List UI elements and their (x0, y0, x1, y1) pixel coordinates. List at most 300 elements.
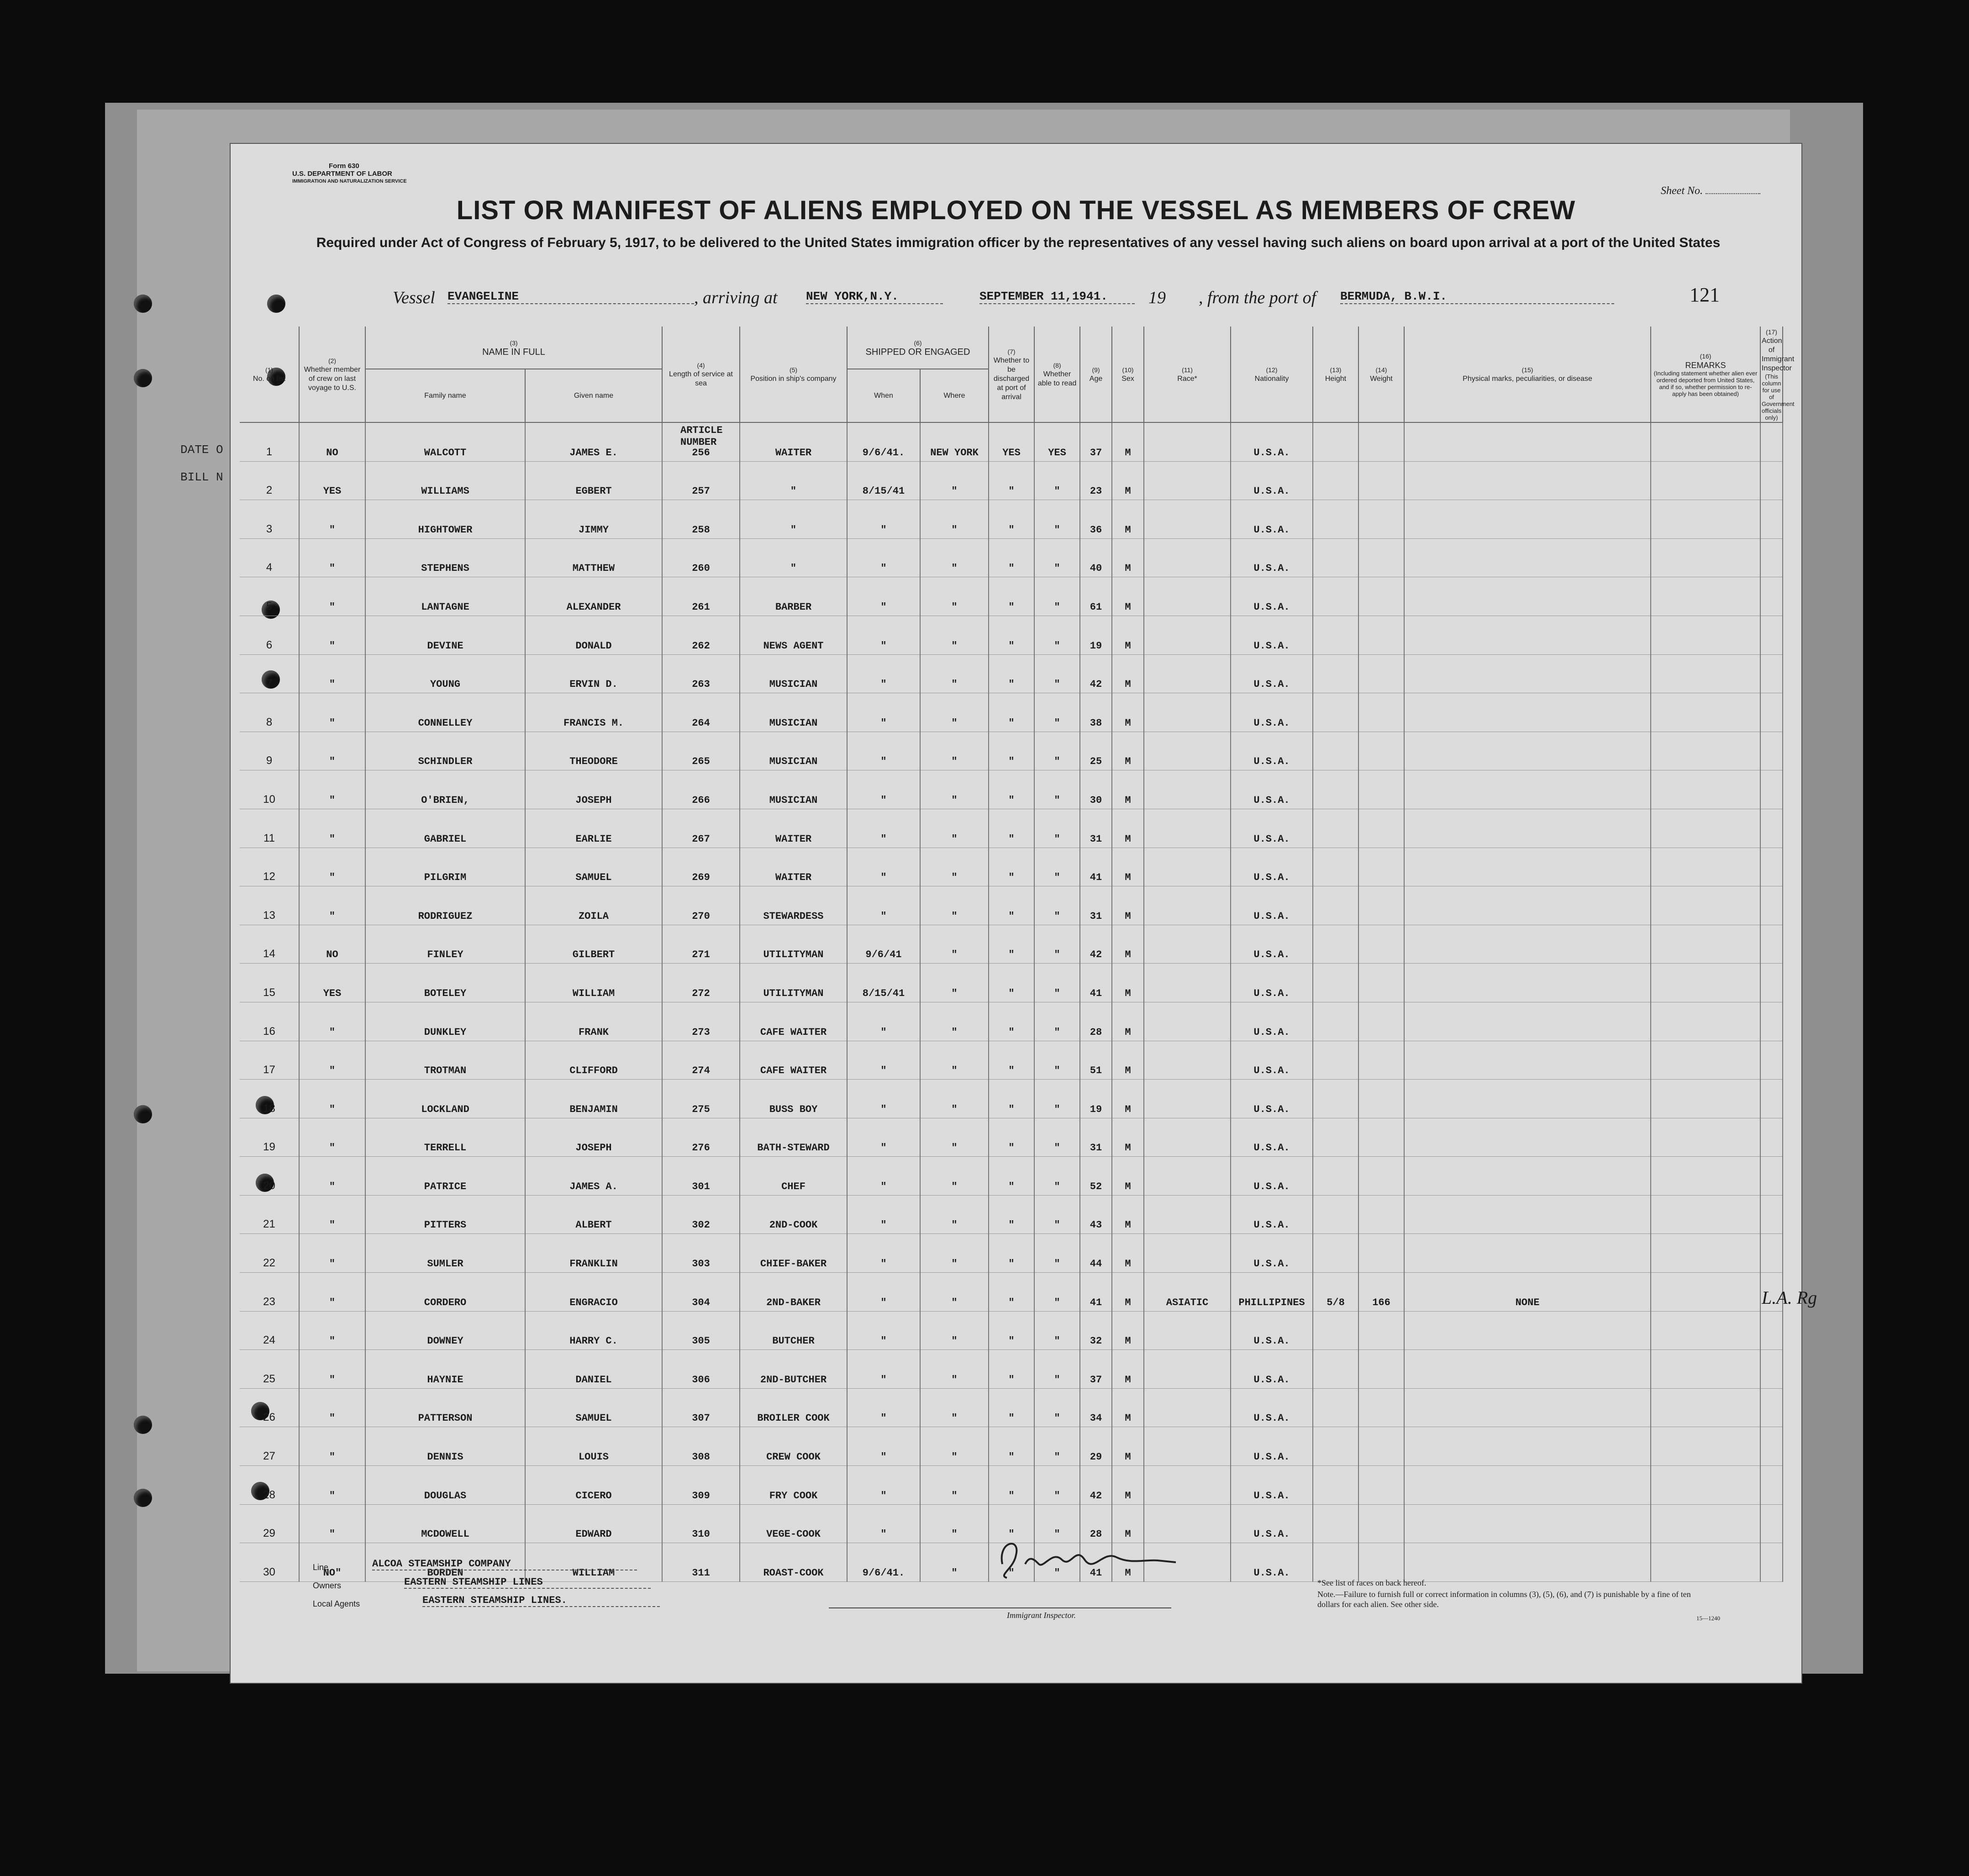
header-label: Nationality (1254, 374, 1289, 383)
position-cell: MUSICIAN (740, 654, 847, 693)
previous-voyage-cell: " (299, 1234, 365, 1273)
discharged-cell: " (989, 1504, 1034, 1543)
physical-marks-cell (1404, 732, 1651, 770)
physical-marks-cell (1404, 964, 1651, 1002)
table-row (240, 886, 1783, 925)
row-number-cell: 21 (240, 1195, 299, 1234)
service-length-cell: 257 (662, 461, 740, 500)
service-length-cell: 261 (662, 577, 740, 616)
remarks-cell (1651, 1195, 1760, 1234)
inspector-action-cell (1760, 1427, 1783, 1466)
header-label: Whether able to read (1037, 370, 1077, 387)
sex-cell: M (1112, 1504, 1144, 1543)
nationality-cell: U.S.A. (1231, 1080, 1313, 1118)
height-cell (1313, 1388, 1358, 1427)
age-cell: 41 (1080, 1543, 1112, 1582)
race-cell (1144, 964, 1231, 1002)
position-cell: " (740, 538, 847, 577)
row-number-cell: 23 (240, 1273, 299, 1312)
remarks-cell (1651, 1311, 1760, 1350)
header-physical-marks (1404, 327, 1651, 422)
position-cell: CAFE WAITER (740, 1041, 847, 1080)
shipped-when-cell: " (847, 1234, 920, 1273)
given-name-cell: EDWARD (525, 1504, 662, 1543)
given-name-cell: ERVIN D. (525, 654, 662, 693)
sex-cell: M (1112, 538, 1144, 577)
given-name-cell: JAMES E. (525, 422, 662, 461)
previous-voyage-cell: " (299, 1504, 365, 1543)
remarks-cell (1651, 1504, 1760, 1543)
discharged-cell: " (989, 809, 1034, 848)
table-row (240, 809, 1783, 848)
race-cell (1144, 1041, 1231, 1080)
shipped-where-cell: " (920, 1118, 989, 1157)
able-to-read-cell: " (1034, 848, 1080, 886)
height-cell: 5/8 (1313, 1273, 1358, 1312)
height-cell (1313, 886, 1358, 925)
discharged-cell: " (989, 461, 1034, 500)
weight-cell (1358, 964, 1404, 1002)
shipped-where-cell: " (920, 809, 989, 848)
previous-voyage-cell: " (299, 1350, 365, 1389)
remarks-cell (1651, 654, 1760, 693)
age-cell: 30 (1080, 770, 1112, 809)
age-cell: 37 (1080, 1350, 1112, 1389)
inspector-action-cell (1760, 1118, 1783, 1157)
race-cell (1144, 654, 1231, 693)
article-number-label: ARTICLE NUMBER (680, 425, 723, 448)
position-cell: NEWS AGENT (740, 616, 847, 654)
inspector-action-cell (1760, 1195, 1783, 1234)
sex-cell: M (1112, 1195, 1144, 1234)
remarks-cell (1651, 732, 1760, 770)
race-cell (1144, 1080, 1231, 1118)
remarks-cell (1651, 1466, 1760, 1505)
previous-voyage-cell: " (299, 500, 365, 539)
physical-marks-cell (1404, 538, 1651, 577)
family-name-cell: FINLEY (365, 925, 525, 964)
physical-marks-cell (1404, 1195, 1651, 1234)
header-when: When (847, 369, 920, 422)
position-cell: BROILER COOK (740, 1388, 847, 1427)
nationality-cell: U.S.A. (1231, 616, 1313, 654)
row-number-cell: 17 (240, 1041, 299, 1080)
shipped-where-cell: " (920, 1350, 989, 1389)
family-name-cell: CORDERO (365, 1273, 525, 1312)
race-cell (1144, 577, 1231, 616)
position-cell: CAFE WAITER (740, 1002, 847, 1041)
family-name-cell: STEPHENS (365, 538, 525, 577)
able-to-read-cell: " (1034, 886, 1080, 925)
service: IMMIGRATION AND NATURALIZATION SERVICE (292, 179, 407, 184)
given-name-cell: CLIFFORD (525, 1041, 662, 1080)
header-no (240, 327, 299, 422)
able-to-read-cell: " (1034, 1350, 1080, 1389)
race-cell (1144, 770, 1231, 809)
previous-voyage-cell: " (299, 1080, 365, 1118)
given-name-cell: JOSEPH (525, 770, 662, 809)
inspector-action-cell (1760, 1080, 1783, 1118)
sex-cell: M (1112, 654, 1144, 693)
colnum: (10) (1122, 366, 1134, 374)
inspector-action-cell (1760, 1041, 1783, 1080)
able-to-read-cell: " (1034, 693, 1080, 732)
header-given-name: Given name (525, 369, 662, 422)
age-cell: 29 (1080, 1427, 1112, 1466)
remarks-cell (1651, 1080, 1760, 1118)
age-cell: 19 (1080, 616, 1112, 654)
position-cell: BUTCHER (740, 1311, 847, 1350)
header-read (1034, 327, 1080, 422)
row-number-cell: 8 (240, 693, 299, 732)
header-label: Race* (1177, 374, 1197, 383)
given-name-cell: ALBERT (525, 1195, 662, 1234)
shipped-where-cell: " (920, 1543, 989, 1582)
service-length-cell: 306 (662, 1350, 740, 1389)
weight-cell (1358, 500, 1404, 539)
footer-note: Note.—Failure to furnish full or correct information in columns (3), (5), (6), and (7) is punishable by a fine of ten dollars for each alien. See other side. (1317, 1590, 1691, 1609)
family-name-cell: GABRIEL (365, 809, 525, 848)
header-label: REMARKS (1685, 360, 1726, 370)
row-number-cell: 1 (240, 422, 299, 461)
service-length-cell: 262 (662, 616, 740, 654)
nationality-cell: U.S.A. (1231, 693, 1313, 732)
previous-voyage-cell: " (299, 577, 365, 616)
vessel-line (231, 288, 1801, 315)
able-to-read-cell: " (1034, 1466, 1080, 1505)
height-cell (1313, 1118, 1358, 1157)
header-previous-voyage (299, 327, 365, 422)
weight-cell (1358, 1002, 1404, 1041)
shipped-when-cell: " (847, 616, 920, 654)
service-length-cell: 272 (662, 964, 740, 1002)
height-cell (1313, 1041, 1358, 1080)
discharged-cell: " (989, 1080, 1034, 1118)
service-length-cell: 275 (662, 1080, 740, 1118)
family-name-cell: SUMLER (365, 1234, 525, 1273)
race-note: *See list of races on back hereof. (1317, 1578, 1427, 1587)
given-name-cell: SAMUEL (525, 848, 662, 886)
height-cell (1313, 732, 1358, 770)
able-to-read-cell: " (1034, 770, 1080, 809)
shipped-where-cell: " (920, 1388, 989, 1427)
age-cell: 42 (1080, 654, 1112, 693)
inspector-action-cell (1760, 770, 1783, 809)
position-cell: MUSICIAN (740, 693, 847, 732)
shipped-where-cell: " (920, 1234, 989, 1273)
remarks-cell (1651, 770, 1760, 809)
nationality-cell: U.S.A. (1231, 848, 1313, 886)
race-cell (1144, 500, 1231, 539)
race-cell (1144, 886, 1231, 925)
service-length-cell: 307 (662, 1388, 740, 1427)
given-name-cell: CICERO (525, 1466, 662, 1505)
table-row (240, 461, 1783, 500)
row-number-cell: 25 (240, 1350, 299, 1389)
sex-cell: M (1112, 1234, 1144, 1273)
service-length-cell: 265 (662, 732, 740, 770)
height-cell (1313, 616, 1358, 654)
able-to-read-cell: " (1034, 1427, 1080, 1466)
previous-voyage-cell: " (299, 1273, 365, 1312)
inspector-line (829, 1607, 1171, 1608)
nationality-cell: U.S.A. (1231, 925, 1313, 964)
age-cell: 23 (1080, 461, 1112, 500)
service-length-cell: 266 (662, 770, 740, 809)
age-cell: 51 (1080, 1041, 1112, 1080)
previous-voyage-cell: " (299, 886, 365, 925)
shipped-where-cell: " (920, 1427, 989, 1466)
manifest-rows (240, 422, 1817, 1581)
given-name-cell: ENGRACIO (525, 1273, 662, 1312)
line-label: Line (313, 1563, 329, 1572)
agents-value: EASTERN STEAMSHIP LINES. (422, 1595, 660, 1607)
shipped-where-cell: " (920, 1311, 989, 1350)
shipped-where-cell: " (920, 500, 989, 539)
row-number-cell: 12 (240, 848, 299, 886)
row-number-cell: 10 (240, 770, 299, 809)
header-label: Age (1089, 374, 1103, 383)
header-weight (1358, 327, 1404, 422)
table-row (240, 1118, 1783, 1157)
discharged-cell: " (989, 1041, 1034, 1080)
physical-marks-cell (1404, 1234, 1651, 1273)
nationality-cell: U.S.A. (1231, 1157, 1313, 1196)
nationality-cell: U.S.A. (1231, 1234, 1313, 1273)
position-cell: MUSICIAN (740, 770, 847, 809)
service-length-cell: 308 (662, 1427, 740, 1466)
remarks-cell (1651, 964, 1760, 1002)
given-name-cell: SAMUEL (525, 1388, 662, 1427)
colnum: (15) (1522, 366, 1533, 374)
previous-voyage-cell: " (299, 538, 365, 577)
race-cell (1144, 848, 1231, 886)
sex-cell: M (1112, 1118, 1144, 1157)
remarks-cell (1651, 1002, 1760, 1041)
shipped-where-cell: " (920, 577, 989, 616)
header-where: Where (920, 369, 989, 422)
colnum: (5) (789, 366, 798, 374)
colnum: (11) (1182, 366, 1193, 374)
age-cell: 28 (1080, 1504, 1112, 1543)
header-action (1760, 327, 1795, 422)
physical-marks-cell (1404, 1504, 1651, 1543)
nationality-cell: U.S.A. (1231, 1350, 1313, 1389)
previous-voyage-cell: " (299, 1118, 365, 1157)
service-length-cell: 310 (662, 1504, 740, 1543)
service-length-cell: 264 (662, 693, 740, 732)
given-name-cell: JOSEPH (525, 1118, 662, 1157)
shipped-when-cell: " (847, 693, 920, 732)
page-number: 121 (1690, 284, 1720, 306)
service-length-cell: 274 (662, 1041, 740, 1080)
inspector-action-cell (1760, 1388, 1783, 1427)
position-cell: ROAST-COOK (740, 1543, 847, 1582)
previous-voyage-cell: " (299, 1041, 365, 1080)
remarks-cell (1651, 538, 1760, 577)
family-name-cell: BOTELEY (365, 964, 525, 1002)
remarks-cell (1651, 1041, 1760, 1080)
remarks-cell (1651, 500, 1760, 539)
race-cell (1144, 1195, 1231, 1234)
row-number-cell: 5 (240, 577, 299, 616)
given-name-cell: ALEXANDER (525, 577, 662, 616)
sex-cell: M (1112, 461, 1144, 500)
sex-cell: M (1112, 1311, 1144, 1350)
previous-voyage-cell: " (299, 1466, 365, 1505)
able-to-read-cell: " (1034, 1080, 1080, 1118)
physical-marks-cell (1404, 1350, 1651, 1389)
weight-cell (1358, 422, 1404, 461)
able-to-read-cell: " (1034, 1388, 1080, 1427)
inspector-action-cell (1760, 964, 1783, 1002)
row-number-cell: 18 (240, 1080, 299, 1118)
given-name-cell: FRANK (525, 1002, 662, 1041)
nationality-cell: U.S.A. (1231, 1504, 1313, 1543)
discharged-cell: " (989, 693, 1034, 732)
shipped-where-cell: " (920, 925, 989, 964)
height-cell (1313, 1504, 1358, 1543)
service-length-cell: 256 (662, 422, 740, 461)
height-cell (1313, 1466, 1358, 1505)
position-cell: WAITER (740, 848, 847, 886)
service-length-cell: 260 (662, 538, 740, 577)
inspector-action-cell (1760, 461, 1783, 500)
physical-marks-cell (1404, 422, 1651, 461)
header-remarks (1651, 327, 1760, 422)
shipped-when-cell: 9/6/41 (847, 925, 920, 964)
shipped-when-cell: " (847, 1388, 920, 1427)
shipped-where-cell: " (920, 1466, 989, 1505)
arriving-port: NEW YORK,N.Y. (806, 290, 943, 304)
remarks-cell (1651, 1118, 1760, 1157)
inspector-action-cell (1760, 1350, 1783, 1389)
nationality-cell: PHILLIPINES (1231, 1273, 1313, 1312)
sex-cell: M (1112, 964, 1144, 1002)
physical-marks-cell (1404, 1002, 1651, 1041)
row-number-cell: 9 (240, 732, 299, 770)
able-to-read-cell: " (1034, 1311, 1080, 1350)
discharged-cell: " (989, 732, 1034, 770)
given-name-cell: BENJAMIN (525, 1080, 662, 1118)
position-cell: UTILITYMAN (740, 964, 847, 1002)
shipped-where-cell: " (920, 1273, 989, 1312)
sex-cell: M (1112, 500, 1144, 539)
position-cell: BATH-STEWARD (740, 1118, 847, 1157)
race-cell (1144, 732, 1231, 770)
discharged-cell: " (989, 1427, 1034, 1466)
shipped-where-cell: " (920, 616, 989, 654)
position-cell: MUSICIAN (740, 732, 847, 770)
colnum: (7) (1007, 348, 1016, 355)
family-name-cell: PILGRIM (365, 848, 525, 886)
header-age (1080, 327, 1112, 422)
previous-voyage-cell: " (299, 848, 365, 886)
able-to-read-cell: " (1034, 732, 1080, 770)
height-cell (1313, 538, 1358, 577)
shipped-when-cell: " (847, 538, 920, 577)
height-cell (1313, 1427, 1358, 1466)
family-name-cell: SCHINDLER (365, 732, 525, 770)
discharged-cell: " (989, 654, 1034, 693)
nationality-cell: U.S.A. (1231, 500, 1313, 539)
shipped-when-cell: " (847, 1427, 920, 1466)
remarks-cell (1651, 577, 1760, 616)
inspector-action-cell (1760, 1504, 1783, 1543)
table-row (240, 1041, 1783, 1080)
table-row (240, 964, 1783, 1002)
shipped-where-cell: " (920, 1080, 989, 1118)
able-to-read-cell: " (1034, 1543, 1080, 1582)
header-name (365, 327, 662, 369)
family-name-cell: RODRIGUEZ (365, 886, 525, 925)
family-name-cell: HIGHTOWER (365, 500, 525, 539)
colnum: (3) (510, 339, 518, 347)
shipped-when-cell: " (847, 1273, 920, 1312)
discharged-cell: " (989, 1157, 1034, 1196)
weight-cell (1358, 1118, 1404, 1157)
physical-marks-cell (1404, 886, 1651, 925)
family-name-cell: TERRELL (365, 1118, 525, 1157)
table-row (240, 654, 1783, 693)
agents-label: Local Agents (313, 1599, 360, 1608)
sex-cell: M (1112, 1350, 1144, 1389)
table-row (240, 538, 1783, 577)
service-length-cell: 271 (662, 925, 740, 964)
discharged-cell: " (989, 1311, 1034, 1350)
binder-hole (134, 1489, 152, 1507)
race-cell (1144, 1350, 1231, 1389)
remarks-cell (1651, 1543, 1760, 1582)
line-value: ALCOA STEAMSHIP COMPANY (372, 1558, 637, 1570)
discharged-cell: " (989, 1118, 1034, 1157)
given-name-cell: THEODORE (525, 732, 662, 770)
age-cell: 31 (1080, 809, 1112, 848)
family-name-cell: DENNIS (365, 1427, 525, 1466)
remarks-cell (1651, 461, 1760, 500)
physical-marks-cell (1404, 1311, 1651, 1350)
race-cell: ASIATIC (1144, 1273, 1231, 1312)
inspector-action-cell (1760, 500, 1783, 539)
shipped-where-cell: " (920, 732, 989, 770)
binder-hole (134, 369, 152, 387)
given-name-cell: EARLIE (525, 809, 662, 848)
height-cell (1313, 1311, 1358, 1350)
service-length-cell: 276 (662, 1118, 740, 1157)
discharged-cell: " (989, 1002, 1034, 1041)
arriving-label: , arriving at (694, 288, 778, 307)
discharged-cell: " (989, 1350, 1034, 1389)
able-to-read-cell: " (1034, 616, 1080, 654)
weight-cell (1358, 1427, 1404, 1466)
header-service (662, 327, 740, 422)
row-number-cell: 26 (240, 1388, 299, 1427)
previous-voyage-cell: YES (299, 964, 365, 1002)
nationality-cell: U.S.A. (1231, 1195, 1313, 1234)
nationality-cell: U.S.A. (1231, 1041, 1313, 1080)
table-row (240, 1080, 1783, 1118)
height-cell (1313, 422, 1358, 461)
table-row (240, 693, 1783, 732)
nationality-cell: U.S.A. (1231, 1388, 1313, 1427)
weight-cell (1358, 1543, 1404, 1582)
header-sublabel: (This column for use of Government officials only) (1762, 373, 1795, 421)
service-length-cell: 309 (662, 1466, 740, 1505)
shipped-when-cell: " (847, 770, 920, 809)
physical-marks-cell (1404, 616, 1651, 654)
position-cell: FRY COOK (740, 1466, 847, 1505)
physical-marks-cell (1404, 770, 1651, 809)
